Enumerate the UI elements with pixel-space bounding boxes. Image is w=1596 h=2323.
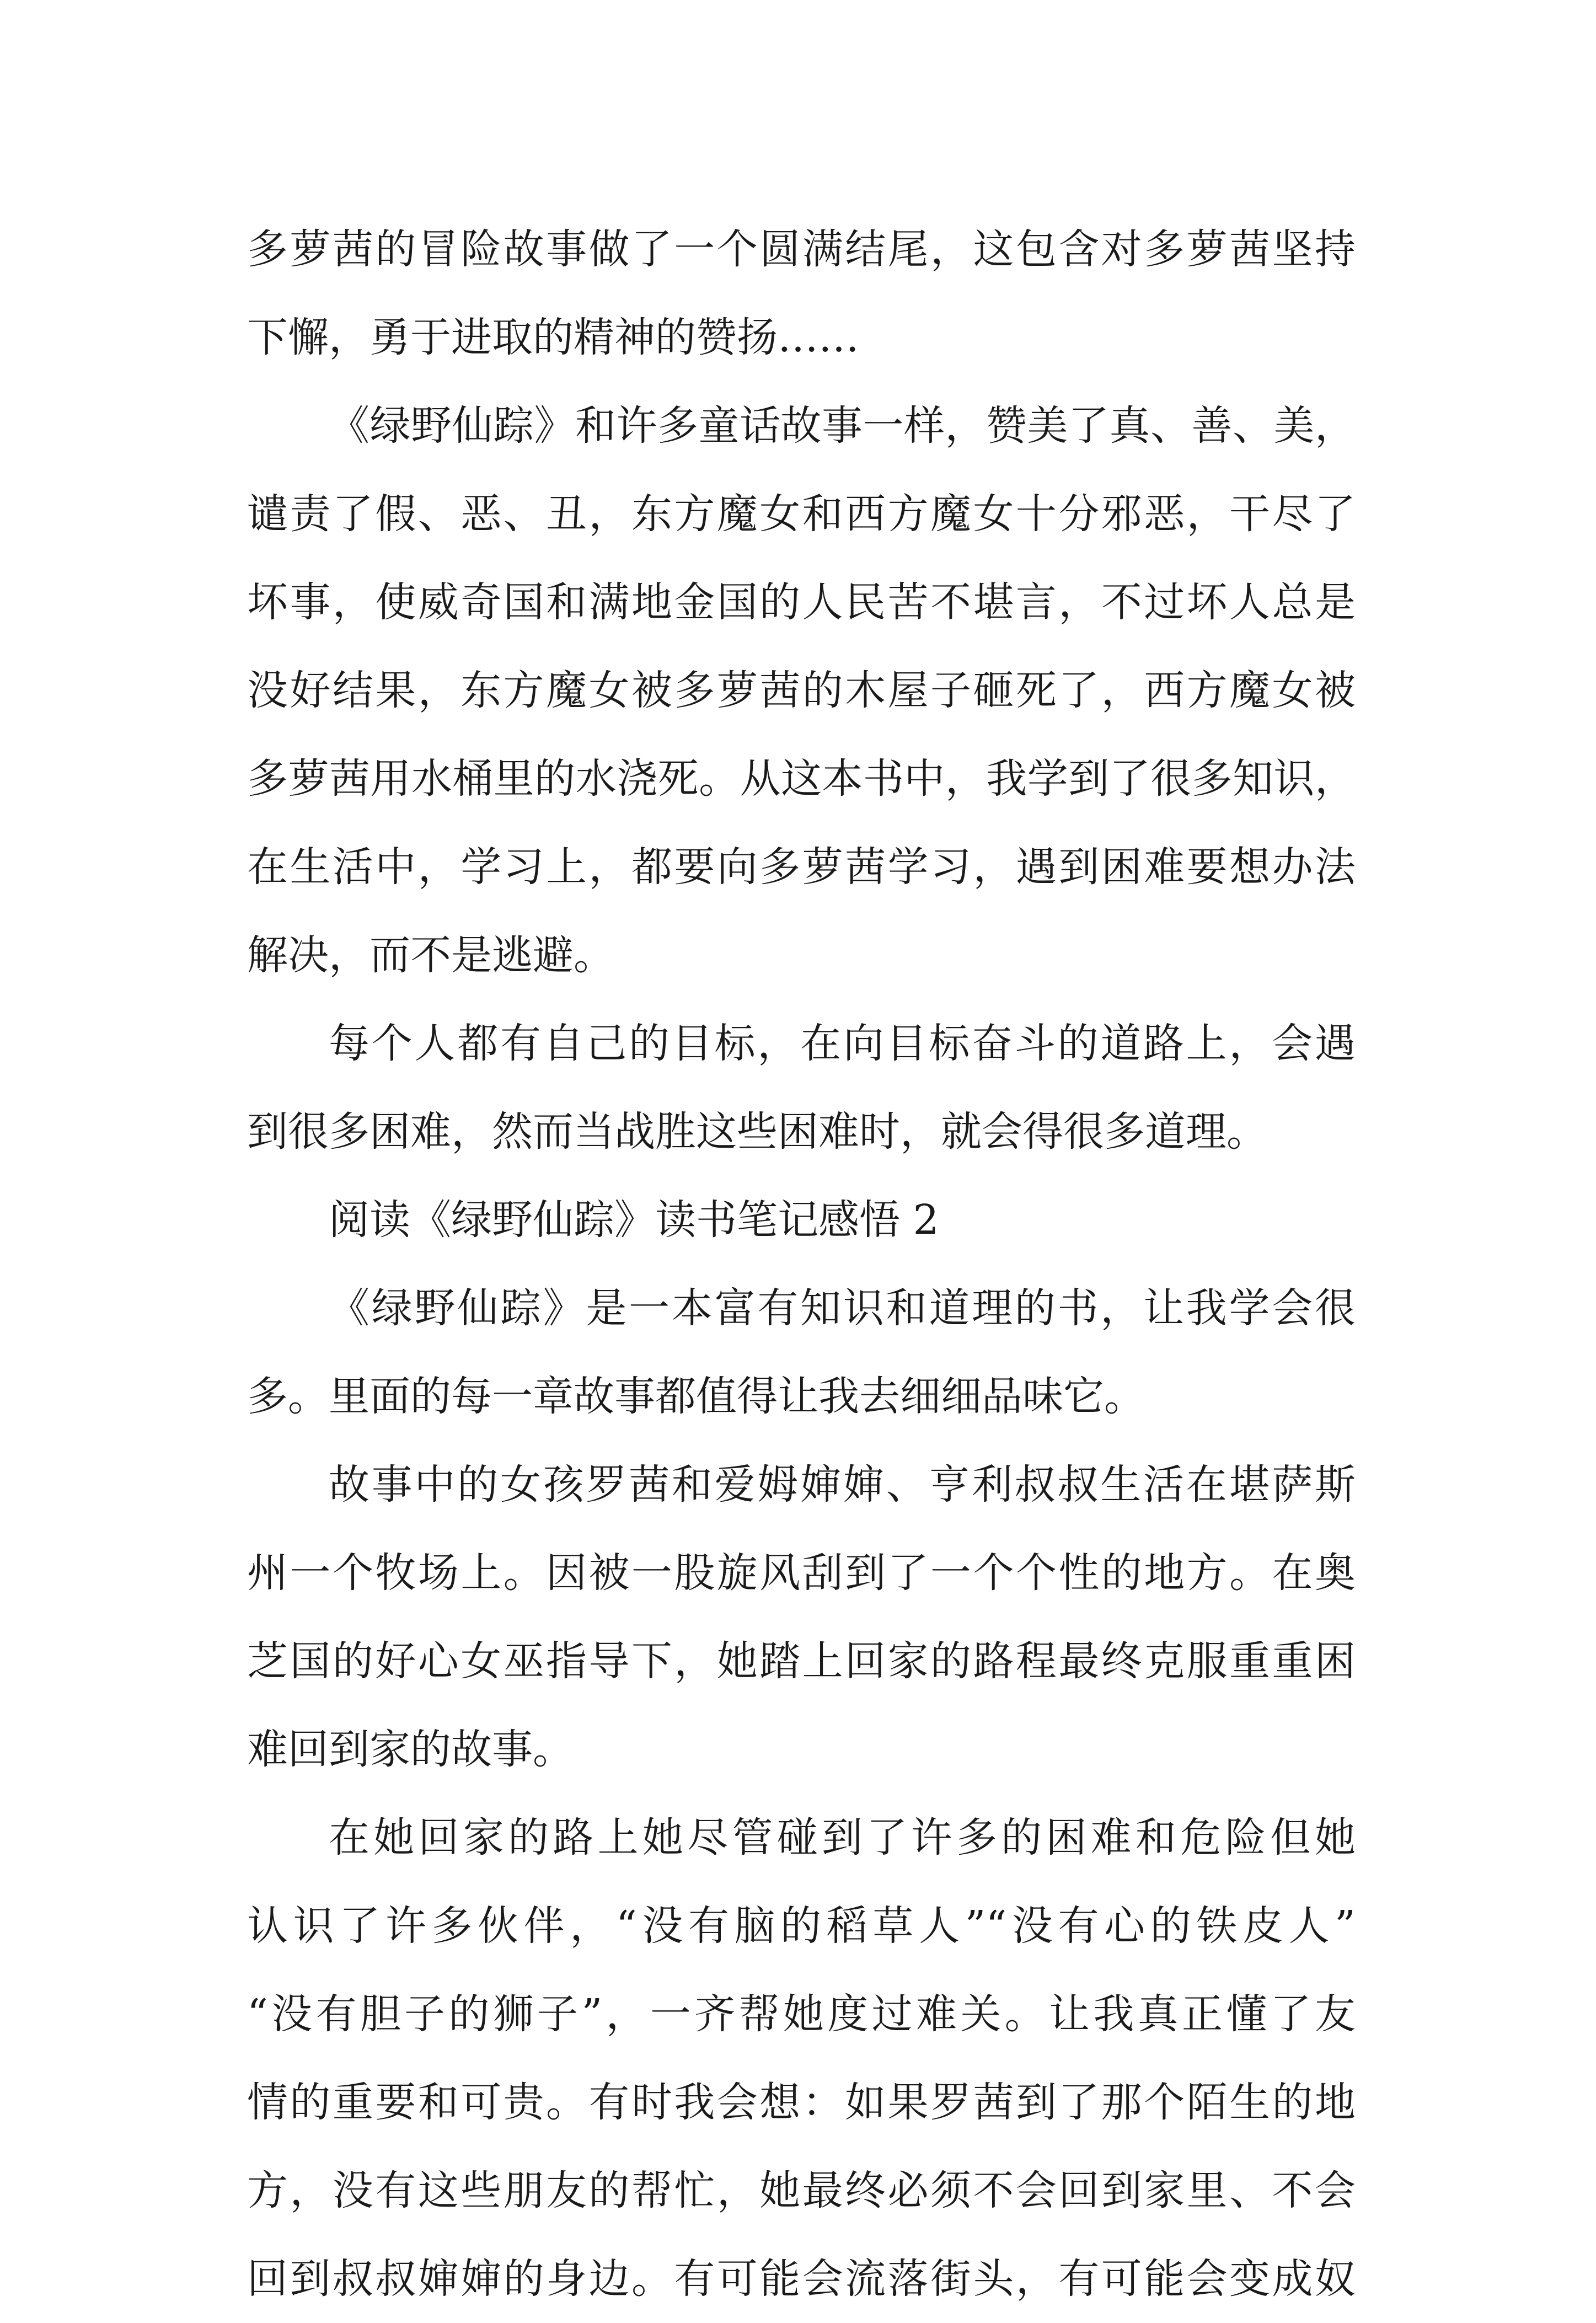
text-line: 到很多困难，然而当战胜这些困难时，就会得很多道理。	[247, 1108, 1267, 1155]
text-line: “没有胆子的狮子”，一齐帮她度过难关。让我真正懂了友	[247, 1990, 1356, 2038]
text-line: 解决，而不是逃避。	[247, 932, 614, 979]
section-heading: 阅读《绿野仙踪》读书笔记感悟 2	[329, 1196, 939, 1244]
text-line: 芝国的好心女巫指导下，她踏上回家的路程最终克服重重困	[247, 1637, 1356, 1685]
text-line: 坏事，使威奇国和满地金国的人民苦不堪言，不过坏人总是	[247, 579, 1356, 626]
text-line: 多萝茜的冒险故事做了一个圆满结尾，这包含对多萝茜坚持	[247, 226, 1356, 273]
text-line: 谴责了假、恶、丑，东方魔女和西方魔女十分邪恶，干尽了	[247, 490, 1356, 538]
document-body	[247, 205, 1356, 2323]
text-line: 州一个牧场上。因被一股旋风刮到了一个个性的地方。在奥	[247, 1549, 1356, 1597]
text-line: 在生活中，学习上，都要向多萝茜学习，遇到困难要想办法	[247, 843, 1356, 891]
text-line: 认识了许多伙伴，“没有脑的稻草人”“没有心的铁皮人”	[247, 1902, 1356, 1950]
text-line: 每个人都有自己的目标，在向目标奋斗的道路上，会遇	[329, 1020, 1356, 1067]
text-line: 《绿野仙踪》是一本富有知识和道理的书，让我学会很	[329, 1284, 1356, 1332]
text-line: 在她回家的路上她尽管碰到了许多的困难和危险但她	[329, 1814, 1356, 1861]
text-line: 方，没有这些朋友的帮忙，她最终必须不会回到家里、不会	[247, 2167, 1356, 2214]
text-line: 回到叔叔婶婶的身边。有可能会流落街头，有可能会变成奴	[247, 2255, 1356, 2303]
text-line: 多萝茜用水桶里的水浇死。从这本书中，我学到了很多知识，	[247, 755, 1356, 802]
text-line: 故事中的女孩罗茜和爱姆婶婶、亨利叔叔生活在堪萨斯	[329, 1461, 1356, 1508]
text-line: 下懈，勇于进取的精神的赞扬……	[247, 314, 859, 361]
text-line: 没好结果，东方魔女被多萝茜的木屋子砸死了，西方魔女被	[247, 667, 1356, 714]
text-line: 难回到家的故事。	[247, 1726, 574, 1773]
text-line: 情的重要和可贵。有时我会想：如果罗茜到了那个陌生的地	[247, 2079, 1356, 2126]
text-line: 多。里面的每一章故事都值得让我去细细品味它。	[247, 1373, 1145, 1420]
text-line: 《绿野仙踪》和许多童话故事一样，赞美了真、善、美，	[329, 402, 1356, 449]
